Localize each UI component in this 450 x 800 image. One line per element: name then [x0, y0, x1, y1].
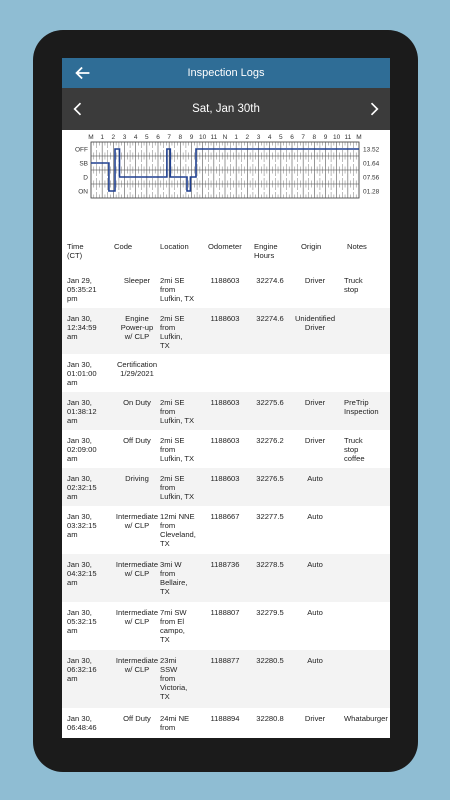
cell-time: Jan 30, 02:32:15 am	[67, 474, 97, 502]
hour-label: 6	[156, 134, 160, 141]
hour-label: 7	[167, 134, 171, 141]
cell-origin: Auto	[307, 512, 323, 521]
cell-origin: Driver	[304, 436, 326, 445]
hour-label: 4	[267, 134, 272, 141]
cell-engine: 32280.5	[256, 656, 284, 665]
cell-time: Jan 30, 06:32:16 am	[67, 656, 97, 684]
status-total: 07.56	[363, 174, 380, 182]
header-notes: Notes	[347, 242, 367, 251]
current-date: Sat, Jan 30th	[192, 103, 260, 115]
cell-code: Off Duty	[123, 436, 151, 445]
cell-notes: Whataburger	[344, 714, 388, 723]
status-label: SB	[79, 160, 88, 168]
cell-engine: 32278.5	[256, 560, 284, 569]
cell-engine: 32276.5	[256, 474, 284, 483]
cell-location: 2mi SE from Lufkin, TX	[160, 474, 195, 502]
app-screen	[62, 58, 390, 738]
header-odometer: Odometer	[208, 242, 242, 251]
hour-label: N	[222, 134, 228, 141]
page-title: Inspection Logs	[187, 67, 265, 79]
table-row[interactable]	[62, 468, 390, 506]
hour-label: 9	[189, 134, 194, 141]
table-row[interactable]	[62, 708, 390, 738]
hour-label: 8	[178, 134, 183, 141]
table-row[interactable]	[62, 354, 390, 392]
cell-origin: Auto	[307, 608, 323, 617]
cell-origin: Driver	[304, 714, 326, 723]
cell-origin: Driver	[304, 398, 326, 407]
header-time: Time (CT)	[67, 242, 84, 261]
cell-engine: 32274.6	[256, 276, 284, 285]
hour-label: 5	[145, 134, 149, 141]
cell-code: Intermediate w/ CLP	[115, 560, 159, 579]
cell-time: Jan 30, 04:32:15 am	[67, 560, 97, 588]
cell-location: 2mi SE from Lufkin, TX	[160, 436, 195, 464]
cell-location: 24mi NE from	[160, 714, 190, 733]
table-row[interactable]	[62, 506, 390, 554]
hour-label: 2	[245, 134, 250, 141]
cell-location: 7mi SW from El campo, TX	[160, 608, 187, 645]
cell-time: Jan 30, 12:34:59 am	[67, 314, 97, 342]
cell-time: Jan 30, 02:09:00 am	[67, 436, 97, 464]
cell-time: Jan 30, 05:32:15 am	[67, 608, 97, 636]
cell-location: 3mi W from Bellaire, TX	[160, 560, 188, 597]
cell-time: Jan 30, 06:48:46	[67, 714, 97, 733]
hour-label: 10	[199, 134, 207, 141]
cell-notes: PreTrip Inspection	[344, 398, 379, 417]
cell-time: Jan 30, 01:38:12 am	[67, 398, 97, 426]
header-engine-hours: Engine Hours	[254, 242, 278, 261]
cell-origin: Auto	[307, 656, 323, 665]
cell-code: Driving	[125, 474, 149, 483]
cell-odometer: 1188603	[210, 398, 240, 407]
header-location: Location	[160, 242, 189, 251]
cell-code: Certification 1/29/2021	[116, 360, 158, 379]
cell-code: Off Duty	[123, 714, 151, 723]
cell-origin: Driver	[304, 276, 326, 285]
status-label: ON	[78, 188, 88, 196]
table-row[interactable]	[62, 270, 390, 308]
table-body	[62, 270, 390, 738]
cell-engine: 32277.5	[256, 512, 284, 521]
hour-label: 3	[256, 134, 261, 141]
status-total: 13.52	[363, 146, 380, 154]
cell-odometer: 1188736	[210, 560, 240, 569]
table-row[interactable]	[62, 392, 390, 430]
cell-engine: 32276.2	[256, 436, 284, 445]
hour-label: 3	[122, 134, 127, 141]
hour-label: 2	[111, 134, 116, 141]
status-total: 01.64	[363, 160, 380, 168]
cell-location: 2mi SE from Lufkin, TX	[160, 276, 195, 304]
cell-location: 12mi NNE from Cleveland, TX	[160, 512, 196, 549]
status-label: D	[83, 174, 88, 182]
header-code: Code	[114, 242, 133, 251]
hour-label: 11	[344, 134, 352, 141]
hour-label: 4	[133, 134, 138, 141]
cell-time: Jan 30, 01:01:00 am	[67, 360, 97, 388]
cell-time: Jan 29, 05:35:21 pm	[67, 276, 97, 304]
table-header	[62, 236, 390, 270]
hour-label: 6	[290, 134, 294, 141]
cell-odometer: 1188894	[210, 714, 240, 723]
hour-label: 11	[210, 134, 218, 141]
table-row[interactable]	[62, 650, 390, 708]
hour-label: 8	[312, 134, 317, 141]
cell-code: Intermediate w/ CLP	[115, 656, 159, 675]
logs-table	[62, 236, 390, 738]
hour-label: 9	[323, 134, 328, 141]
cell-odometer: 1188877	[210, 656, 240, 665]
cell-code: Intermediate w/ CLP	[115, 608, 159, 627]
table-row[interactable]	[62, 602, 390, 650]
duty-status-chart	[62, 130, 390, 236]
header-origin: Origin	[301, 242, 322, 251]
cell-code: Sleeper	[123, 276, 151, 285]
cell-odometer: 1188603	[210, 276, 240, 285]
cell-location: 23mi SSW from Victoria, TX	[160, 656, 188, 702]
cell-code: On Duty	[123, 398, 151, 407]
cell-engine: 32274.6	[256, 314, 284, 323]
cell-odometer: 1188603	[210, 314, 240, 323]
cell-engine: 32280.8	[256, 714, 284, 723]
cell-odometer: 1188603	[210, 436, 240, 445]
cell-location: 2mi SE from Lufkin, TX	[160, 314, 185, 351]
hour-label: 10	[333, 134, 341, 141]
date-navigator	[62, 88, 390, 130]
hour-label: 1	[100, 134, 104, 141]
cell-odometer: 1188807	[210, 608, 240, 617]
next-day-icon[interactable]	[364, 99, 384, 119]
status-label: OFF	[75, 146, 88, 154]
table-row[interactable]	[62, 308, 390, 354]
cell-odometer: 1188667	[210, 512, 240, 521]
cell-odometer: 1188603	[210, 474, 240, 483]
cell-engine: 32275.6	[256, 398, 284, 407]
hour-label: M	[88, 134, 94, 141]
cell-time: Jan 30, 03:32:15 am	[67, 512, 97, 540]
status-total: 01.28	[363, 188, 380, 196]
app-bar	[62, 58, 390, 88]
table-row[interactable]	[62, 430, 390, 468]
cell-origin: Unidentified Driver	[294, 314, 336, 333]
cell-code: Intermediate w/ CLP	[115, 512, 159, 531]
cell-engine: 32279.5	[256, 608, 284, 617]
hour-label: M	[356, 134, 362, 141]
table-row[interactable]	[62, 554, 390, 602]
hour-label: 7	[301, 134, 305, 141]
hour-label: 1	[234, 134, 238, 141]
cell-origin: Auto	[307, 474, 323, 483]
cell-notes: Truck stop	[344, 276, 363, 295]
hour-label: 5	[279, 134, 283, 141]
cell-origin: Auto	[307, 560, 323, 569]
cell-notes: Truck stop coffee	[344, 436, 365, 464]
cell-location: 2mi SE from Lufkin, TX	[160, 398, 195, 426]
cell-code: Engine Power-up w/ CLP	[120, 314, 154, 342]
